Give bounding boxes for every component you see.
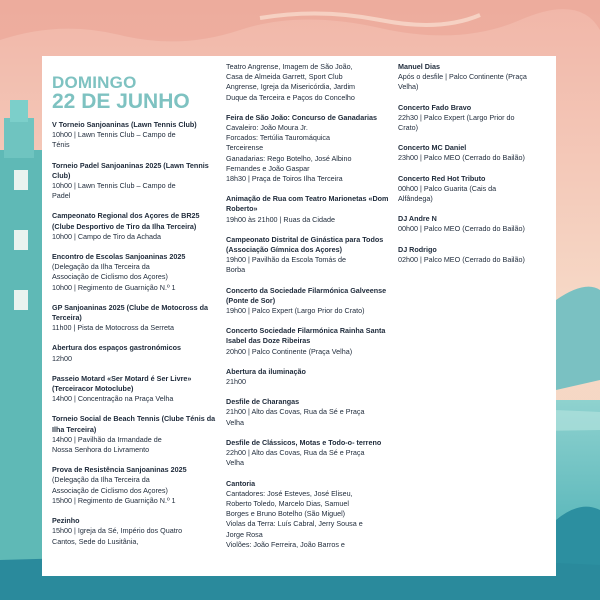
event-detail: 20h00 | Palco Continente (Praça Velha) xyxy=(226,346,353,356)
event-item xyxy=(398,214,548,234)
event-item xyxy=(226,286,392,317)
event-item xyxy=(52,211,217,242)
event-title: Concerto Red Hot Tributo xyxy=(398,173,486,183)
event-item xyxy=(226,479,392,550)
event-detail: 00h00 | Palco Guarita (Cais da Alfândega) xyxy=(398,183,497,204)
event-detail: Após o desfile | Palco Continente (Praça Velha) xyxy=(398,72,527,92)
event-item xyxy=(52,303,217,334)
event-item xyxy=(52,414,217,455)
event-title: Torneio Social de Beach Tennis (Clube Ténis da Ilha Terceira) xyxy=(52,414,216,434)
event-detail: 14h00 | Concentração na Praça Velha xyxy=(52,394,174,404)
event-title: Abertura da iluminação xyxy=(226,366,306,376)
event-title: DJ Rodrigo xyxy=(398,244,437,254)
event-item xyxy=(398,103,548,134)
event-item xyxy=(226,326,392,357)
event-item xyxy=(398,174,548,205)
event-title: GP Sanjoaninas 2025 (Clube de Motocross da Terceira) xyxy=(52,302,209,323)
event-title: Campeonato Regional dos Açores de BR25 (Clube Desportivo de Tiro da Ilha Terceira) xyxy=(52,211,200,231)
event-detail: 22h30 | Palco Expert (Largo Prior do Crato) xyxy=(398,112,515,133)
event-detail: 23h00 | Palco MEO (Cerrado do Bailão) xyxy=(398,153,525,163)
event-detail: 21h00 xyxy=(226,377,246,387)
event-item xyxy=(52,161,217,202)
event-detail: 10h00 | Lawn Tennis Club – Campo de Padel xyxy=(52,181,176,201)
event-title: Pezinho xyxy=(52,516,80,526)
event-item xyxy=(52,120,217,151)
event-title: Prova de Resistência Sanjoaninas 2025 xyxy=(52,465,187,475)
event-title: Abertura dos espaços gastronómicos xyxy=(52,343,182,353)
event-detail: 19h00 | Pavilhão da Escola Tomás de Borba xyxy=(226,255,347,275)
event-title: Encontro de Escolas Sanjoaninas 2025 xyxy=(52,252,186,262)
event-title: Concerto Sociedade Filarmónica Rainha Santa Isabel das Doze Ribeiras xyxy=(226,326,386,346)
column-2 xyxy=(226,62,392,560)
program-card xyxy=(42,56,556,576)
event-detail: 21h00 | Alto das Covas, Rua da Sé e Praça Velha xyxy=(226,407,365,427)
event-item xyxy=(52,252,217,293)
event-item xyxy=(226,367,392,387)
event-title: Passeio Motard «Ser Motard é Ser Livre» (Terceiracor Motoclube) xyxy=(52,373,192,394)
date-heading: 22 DE JUNHO xyxy=(52,90,190,113)
day-heading: DOMINGO xyxy=(52,73,137,92)
event-item xyxy=(226,113,392,184)
event-title: Manuel Dias xyxy=(398,62,440,71)
column-3 xyxy=(398,62,548,275)
event-detail: 00h00 | Palco MEO (Cerrado do Bailão) xyxy=(398,224,525,234)
event-item xyxy=(398,143,548,163)
event-detail: (Delegação da Ilha Terceira da Associação de Ciclismo dos Açores) 10h00 | Regimento de Guarnição N.º 1 xyxy=(52,262,176,292)
event-detail: 10h00 | Campo de Tiro da Achada xyxy=(52,231,161,241)
event-title: DJ Andre N xyxy=(398,214,437,224)
event-title: Concerto Fado Bravo xyxy=(398,102,472,112)
event-continuation: Teatro Angrense, Imagem de São João, Casa de Almeida Garrett, Sport Club Angrense, Igreja da Misericórdia, Jardim Duque da Terceira e Paços do Concelho xyxy=(226,62,356,102)
event-title: V Torneio Sanjoaninas (Lawn Tennis Club) xyxy=(52,120,197,129)
event-item xyxy=(52,465,217,506)
event-detail: 02h00 | Palco MEO (Cerrado do Bailão) xyxy=(398,254,525,264)
event-detail: 19h00 às 21h00 | Ruas da Cidade xyxy=(226,214,335,224)
event-detail: 12h00 xyxy=(52,353,72,363)
event-item xyxy=(226,235,392,276)
event-detail: 10h00 | Lawn Tennis Club – Campo de Ténis xyxy=(52,130,176,150)
event-detail: 22h00 | Alto das Covas, Rua da Sé e Praça Velha xyxy=(226,448,365,468)
event-item xyxy=(52,343,217,363)
event-title: Cantoria xyxy=(226,478,256,488)
event-item xyxy=(398,245,548,265)
event-item xyxy=(52,516,217,547)
event-detail: 11h00 | Pista de Motocross da Serreta xyxy=(52,323,174,333)
event-title: Campeonato Distrital de Ginástica para Todos (Associação Gímnica dos Açores) xyxy=(226,234,384,255)
event-title: Animação de Rua com Teatro Marionetas «Dom Roberto» xyxy=(226,194,389,214)
event-item xyxy=(52,374,217,405)
event-title: Feira de São João: Concurso de Ganadarias xyxy=(226,112,377,122)
event-title: Concerto MC Daniel xyxy=(398,143,467,153)
event-title: Desfile de Charangas xyxy=(226,397,300,407)
event-detail: 14h00 | Pavilhão da Irmandade de Nossa Senhora do Livramento xyxy=(52,434,162,455)
event-item xyxy=(398,62,548,93)
event-item xyxy=(226,397,392,428)
event-item xyxy=(226,438,392,469)
event-detail: Cantadores: José Esteves, José Eliseu, Roberto Toledo, Marcelo Dias, Samuel Borges e Bruno Botelho (São Miguel) Violas da Terra: Luís Cabral, Jerry Sousa e Jorge Rosa Violões: João Ferreira, João Barros e xyxy=(226,488,363,549)
event-detail: 15h00 | Igreja da Sé, Império dos Quatro Cantos, Sede do Lusitânia, xyxy=(52,526,183,546)
event-detail: 19h00 | Palco Expert (Largo Prior do Crato) xyxy=(226,306,365,316)
event-title: Concerto da Sociedade Filarmónica Galveense (Ponte de Sor) xyxy=(226,285,387,305)
event-detail: (Delegação da Ilha Terceira da Associação de Ciclismo dos Açores) 15h00 | Regimento de Guarnição N.º 1 xyxy=(52,475,176,505)
event-title: Desfile de Clássicos, Motas e Todo-o- terreno xyxy=(226,437,382,447)
column-1 xyxy=(52,74,217,557)
event-detail: Cavaleiro: João Moura Jr. Forcados: Tertúlia Tauromáquica Terceirense Ganadarias: Rego Botelho, José Albino Fernandes e João Gaspar 18h30 | Praça de Toiros Ilha Terceira xyxy=(226,123,352,184)
event-title: Torneio Padel Sanjoaninas 2025 (Lawn Tennis Club) xyxy=(52,160,209,180)
event-item xyxy=(226,194,392,225)
